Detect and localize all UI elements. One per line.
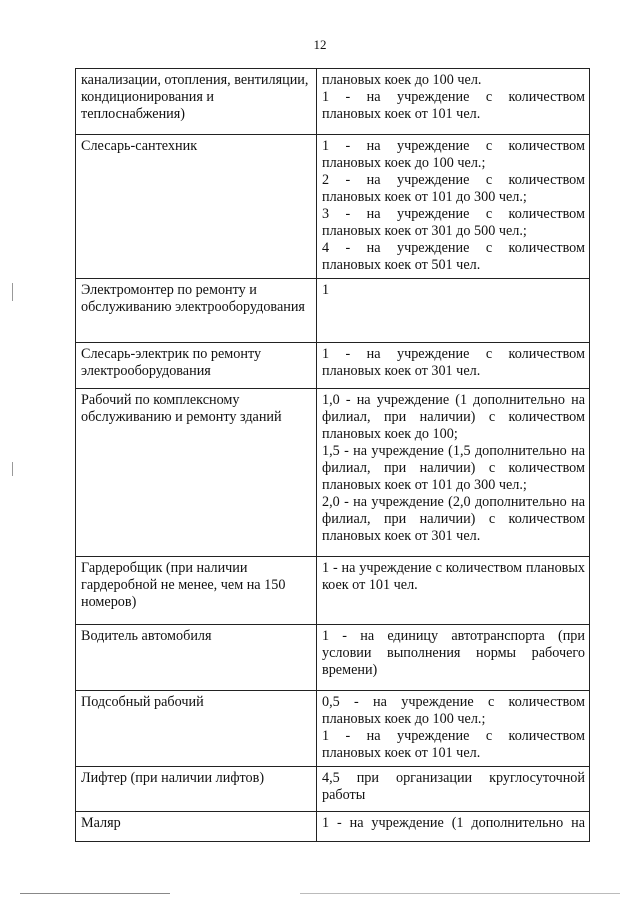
- table-row: [76, 69, 590, 135]
- norm-line: плановых коек от 301 до 500 чел.;: [322, 223, 527, 239]
- table-row: [76, 343, 590, 389]
- norm-cell: [317, 625, 590, 691]
- position-cell: Водитель автомобиля: [76, 625, 317, 691]
- table-row: [76, 557, 590, 625]
- scan-edge-mark: [12, 283, 13, 301]
- norm-line: 1,0 - на учреждение (1 дополнительно на филиал, при наличии) с количеством плановых коек до 100;: [322, 392, 585, 442]
- position-cell: Гардеробщик (при наличии гардеробной не менее, чем на 150 номеров): [76, 557, 317, 625]
- norm-line: 1 - на учреждение с количеством: [322, 346, 585, 362]
- position-cell: Маляр: [76, 812, 317, 842]
- norm-line: плановых коек от 501 чел.: [322, 257, 481, 273]
- norm-line: плановых коек от 101 чел.: [322, 106, 481, 122]
- norm-line: 0,5 - на учреждение с количеством: [322, 694, 585, 710]
- position-cell: Подсобный рабочий: [76, 691, 317, 767]
- table-row: [76, 767, 590, 812]
- position-cell: Слесарь-электрик по ремонту электрооборудования: [76, 343, 317, 389]
- norm-line: 4,5 при организации круглосуточной работы: [322, 770, 585, 803]
- norm-cell: [317, 343, 590, 389]
- norm-line: плановых коек от 101 чел.: [322, 745, 481, 761]
- scan-edge-mark: [12, 462, 13, 476]
- norm-line: 1 - на учреждение (1 дополнительно на: [322, 815, 585, 831]
- norm-line: плановых коек до 100 чел.;: [322, 711, 486, 727]
- norm-line: плановых коек до 100 чел.;: [322, 155, 486, 171]
- norm-line: плановых коек от 301 чел.: [322, 363, 481, 379]
- norm-cell: [317, 279, 590, 343]
- norm-cell: [317, 135, 590, 279]
- norm-line: 1 - на учреждение с количеством: [322, 89, 585, 105]
- norm-cell: [317, 812, 590, 842]
- table-row: [76, 279, 590, 343]
- table-row: [76, 812, 590, 842]
- norm-line: 1,5 - на учреждение (1,5 дополнительно на филиал, при наличии) с количеством плановых коек от 101 до 300 чел.;: [322, 443, 585, 493]
- norm-line: 1 - на учреждение с количеством: [322, 138, 585, 154]
- norm-line: плановых коек до 100 чел.: [322, 72, 482, 88]
- position-cell: канализации, отопления, вентиляции, кондиционирования и теплоснабжения): [76, 69, 317, 135]
- norm-line: 2 - на учреждение с количеством: [322, 172, 585, 188]
- norm-line: 2,0 - на учреждение (2,0 дополнительно на филиал, при наличии) с количеством плановых коек от 301 чел.: [322, 494, 585, 544]
- norm-line: 1 - на единицу автотранспорта (при условии выполнения нормы рабочего времени): [322, 628, 585, 678]
- norm-line: 3 - на учреждение с количеством: [322, 206, 585, 222]
- norm-cell: [317, 767, 590, 812]
- norm-cell: [317, 69, 590, 135]
- table-row: [76, 625, 590, 691]
- table-body: [76, 69, 590, 842]
- norm-line: 1: [322, 282, 330, 298]
- table-row: [76, 691, 590, 767]
- table-row: [76, 135, 590, 279]
- norm-line: плановых коек от 101 до 300 чел.;: [322, 189, 527, 205]
- scan-bottom-line: [20, 893, 170, 894]
- norm-cell: [317, 557, 590, 625]
- scan-bottom-line: [300, 893, 620, 894]
- position-cell: Лифтер (при наличии лифтов): [76, 767, 317, 812]
- page-number: 12: [313, 37, 327, 52]
- norm-cell: [317, 691, 590, 767]
- position-cell: Рабочий по комплексному обслуживанию и ремонту зданий: [76, 389, 317, 557]
- position-cell: Слесарь-сантехник: [76, 135, 317, 279]
- norm-line: 1 - на учреждение с количеством плановых коек от 101 чел.: [322, 560, 585, 593]
- table-row: [76, 389, 590, 557]
- norm-line: 4 - на учреждение с количеством: [322, 240, 585, 256]
- position-cell: Электромонтер по ремонту и обслуживанию электрооборудования: [76, 279, 317, 343]
- staffing-norms-table: [75, 68, 590, 842]
- norm-cell: [317, 389, 590, 557]
- norm-line: 1 - на учреждение с количеством: [322, 728, 585, 744]
